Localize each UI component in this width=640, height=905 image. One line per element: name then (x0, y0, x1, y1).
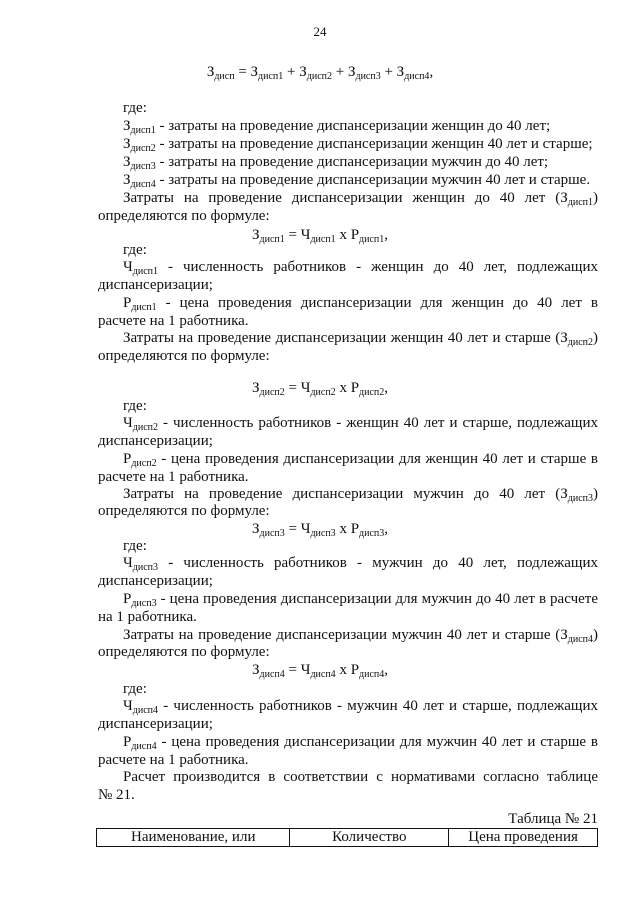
section-intro-cont: определяются по формуле: (98, 208, 270, 224)
count-definition: $Ч_{дисп1}$ - численность работников - женщин до 40 лет, подлежащих (123, 259, 598, 277)
count-definition-cont: диспансеризации; (98, 433, 213, 449)
section-intro-cont: определяются по формуле: (98, 644, 270, 660)
table-21-header (96, 828, 598, 847)
page-number: 24 (313, 24, 327, 39)
section-intro: Затраты на проведение диспансеризации женщин 40 лет и старше $(З_{дисп2})$ (123, 330, 598, 348)
count-definition-cont: диспансеризации; (98, 716, 213, 732)
formula-4: $З_{дисп4} = Ч_{дисп4}$ х $Р_{дисп4}$, (251, 662, 389, 680)
table-header-cell: Наименование, или (97, 829, 290, 847)
formula-2: $З_{дисп2} = Ч_{дисп2}$ х $Р_{дисп2}$, (251, 380, 389, 398)
definition-line: $З_{дисп4}$ - затраты на проведение диспансеризации мужчин 40 лет и старше. (123, 172, 591, 190)
formula-1: $З_{дисп1} = Ч_{дисп1}$ х $Р_{дисп1}$, (251, 227, 389, 245)
definition-line: $З_{дисп3}$ - затраты на проведение диспансеризации мужчин до 40 лет; (123, 154, 549, 172)
table-header-row (97, 829, 598, 847)
where-label: где: (123, 398, 147, 414)
where-label: где: (123, 538, 147, 554)
section-intro: Затраты на проведение диспансеризации мужчин 40 лет и старше $(З_{дисп4})$ (123, 627, 598, 645)
where-label: где: (123, 242, 147, 258)
section-intro-cont: определяются по формуле: (98, 503, 270, 519)
definition-line: $З_{дисп1}$ - затраты на проведение диспансеризации женщин до 40 лет; (123, 118, 551, 136)
table-header-cell: Цена проведения (449, 829, 598, 847)
count-definition: $Ч_{дисп3}$ - численность работников - мужчин до 40 лет, подлежащих (123, 555, 598, 573)
price-definition: $Р_{дисп1}$ - цена проведения диспансеризации для женщин до 40 лет в (123, 295, 598, 313)
price-definition-cont: расчете на 1 работника. (98, 313, 249, 329)
price-definition-cont: расчете на 1 работника. (98, 469, 249, 485)
section-intro-cont: определяются по формуле: (98, 348, 270, 364)
formula-total: $З_{дисп} = З_{дисп1} + З_{дисп2} + З_{дисп3} + З_{дисп4}$, (206, 64, 434, 82)
price-definition-cont: на 1 работника. (98, 609, 197, 625)
table-caption: Таблица № 21 (508, 811, 598, 827)
where-label: где: (123, 100, 147, 116)
section-intro: Затраты на проведение диспансеризации женщин до 40 лет $(З_{дисп1})$ (123, 190, 598, 208)
closing-paragraph: Расчет производится в соответствии с нормативами согласно таблице (123, 769, 598, 785)
count-definition: $Ч_{дисп4}$ - численность работников - мужчин 40 лет и старше, подлежащих (123, 698, 598, 716)
count-definition-cont: диспансеризации; (98, 573, 213, 589)
table-header-cell: Количество (290, 829, 449, 847)
price-definition: $Р_{дисп3}$ - цена проведения диспансеризации для мужчин до 40 лет в расчете (123, 591, 598, 609)
count-definition-cont: диспансеризации; (98, 277, 213, 293)
price-definition: $Р_{дисп2}$ - цена проведения диспансеризации для женщин 40 лет и старше в (123, 451, 598, 469)
count-definition: $Ч_{дисп2}$ - численность работников - женщин 40 лет и старше, подлежащих (123, 415, 598, 433)
closing-paragraph-cont: № 21. (98, 787, 135, 803)
formula-3: $З_{дисп3} = Ч_{дисп3}$ х $Р_{дисп3}$, (251, 521, 389, 539)
price-definition: $Р_{дисп4}$ - цена проведения диспансеризации для мужчин 40 лет и старше в (123, 734, 598, 752)
where-label: где: (123, 681, 147, 697)
definition-line: $З_{дисп2}$ - затраты на проведение диспансеризации женщин 40 лет и старше; (123, 136, 593, 154)
section-intro: Затраты на проведение диспансеризации мужчин до 40 лет $(З_{дисп3})$ (123, 486, 598, 504)
price-definition-cont: расчете на 1 работника. (98, 752, 249, 768)
